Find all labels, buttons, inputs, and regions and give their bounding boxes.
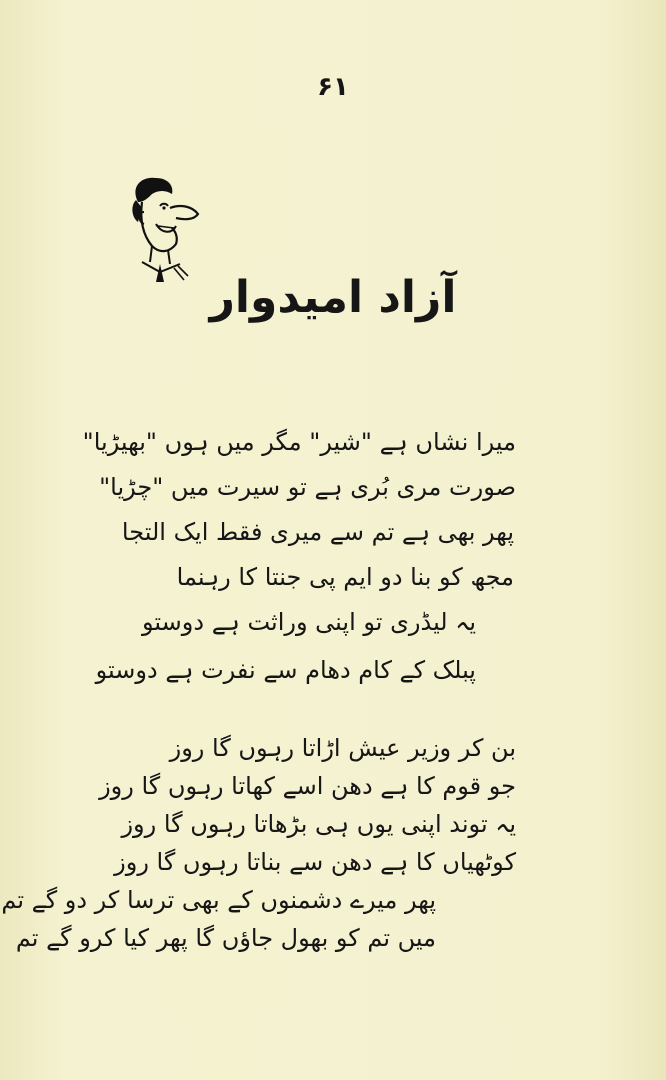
verse-line: یہ لیڈری تو اپنی وراثت ہے دوستو — [142, 608, 476, 636]
verse-line: پھر میرے دشمنوں کے بھی ترسا کر دو گے تم — [1, 886, 436, 914]
verse-line: مجھ کو بنا دو ایم پی جنتا کا رہنما — [176, 563, 514, 591]
verse-line: صورت مری بُری ہے تو سیرت میں "چڑیا" — [99, 473, 516, 501]
verse-line: پھر بھی ہے تم سے میری فقط ایک التجا — [121, 518, 514, 546]
verse-line: میرا نشاں ہے "شیر" مگر میں ہوں "بھیڑیا" — [82, 428, 516, 456]
stanza-1 — [83, 430, 516, 703]
verse-line: بن کر وزیر عیش اڑاتا رہوں گا روز — [169, 734, 516, 762]
verse-line: پبلک کے کام دھام سے نفرت ہے دوستو — [95, 656, 476, 684]
verse-line: جو قوم کا ہے دھن اسے کھاتا رہوں گا روز — [99, 772, 516, 800]
page-number: ۶۱ — [317, 72, 349, 102]
poem-title: آزاد امیدوار — [209, 272, 457, 323]
verse-line: میں تم کو بھول جاؤں گا پھر کیا کرو گے تم — [15, 924, 436, 952]
verse-line: کوٹھیاں کا ہے دھن سے بناتا رہوں گا روز — [114, 848, 516, 876]
stanza-2 — [1, 736, 516, 964]
caricature-icon — [122, 172, 206, 284]
verse-line: یہ توند اپنی یوں ہی بڑھاتا رہوں گا روز — [121, 810, 516, 838]
